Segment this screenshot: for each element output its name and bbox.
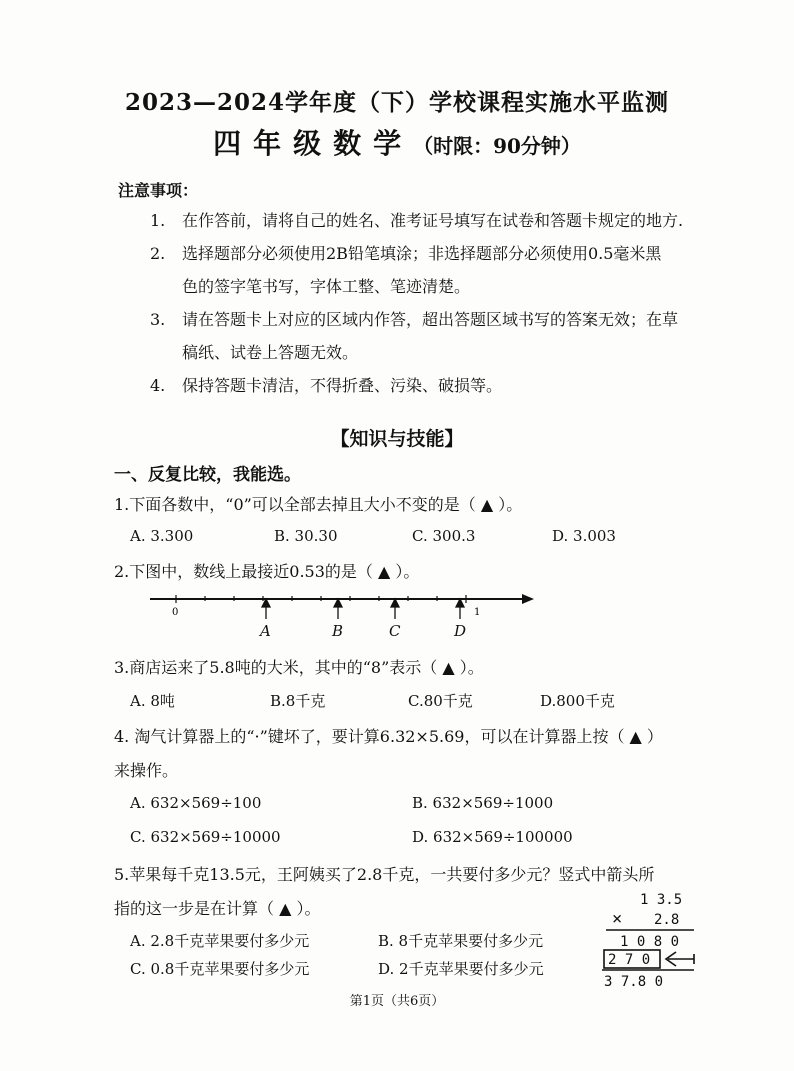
- notice-item-2-cont: 色的签字笔书写，字体工整、笔迹清楚。: [182, 277, 471, 296]
- question-2: 2.下图中，数线上最接近0.53的是（ ▲ ）。: [114, 562, 420, 581]
- tick-zero: 0: [172, 607, 179, 618]
- tick-one: 1: [474, 607, 481, 618]
- q3-option-c: C.80千克: [408, 692, 473, 710]
- q4-option-c: C. 632×569÷10000: [130, 828, 281, 846]
- subject-heading: [0, 122, 794, 162]
- q4-option-a: A. 632×569÷100: [130, 794, 262, 812]
- notice-title: 注意事项：: [118, 181, 199, 200]
- q3-option-b: B.8千克: [270, 692, 326, 710]
- label-a: A: [260, 622, 271, 640]
- question-1: 1.下面各数中，“0”可以全部去掉且大小不变的是（ ▲ ）。: [114, 495, 523, 514]
- notice-item-1: 1. 在作答前，请将自己的姓名、准考证号填写在试卷和答题卡规定的地方.: [150, 211, 684, 230]
- q4-option-b: B. 632×569÷1000: [412, 794, 554, 812]
- notice-item-4: 4. 保持答题卡清洁，不得折叠、污染、破损等。: [150, 376, 503, 395]
- page-footer: 第1页（共6页）: [349, 994, 445, 1009]
- q3-option-d: D.800千克: [540, 692, 615, 710]
- arrow-d-head: [456, 599, 464, 607]
- q1-option-c: C. 300.3: [412, 527, 476, 545]
- subject-name: 四年级数学: [213, 127, 414, 160]
- calc-product: 3 7.8 0: [604, 974, 664, 990]
- question-5: 5.苹果每千克13.5元，王阿姨买了2.8千克，一共要付多少元？竖式中箭头所: [114, 865, 655, 884]
- calc-times-sign: ×: [612, 909, 623, 929]
- label-d: D: [454, 622, 467, 640]
- arrow-b-head: [334, 599, 342, 607]
- left-arrow-icon: [666, 952, 694, 966]
- exam-title: 2023—2024学年度（下）学校课程实施水平监测: [124, 89, 670, 116]
- question-4-cont: 来操作。: [114, 761, 179, 780]
- label-c: C: [389, 622, 401, 640]
- notice-item-3: 3. 请在答题卡上对应的区域内作答，超出答题区域书写的答案无效；在草: [150, 310, 679, 329]
- section-heading: 【知识与技能】: [330, 428, 464, 450]
- calc-multiplier: 2.8: [654, 912, 680, 928]
- q3-option-a: A. 8吨: [130, 692, 175, 710]
- q5-option-b: B. 8千克苹果要付多少元: [378, 932, 544, 950]
- notice-item-3-cont: 稿纸、试卷上答题无效。: [182, 343, 359, 362]
- q1-option-a: A. 3.300: [130, 527, 194, 545]
- part-one-heading: 一、反复比较，我能选。: [114, 465, 301, 485]
- q1-option-b: B. 30.30: [274, 527, 338, 545]
- question-5-cont: 指的这一步是在计算（ ▲ ）。: [114, 899, 321, 918]
- q4-option-d: D. 632×569÷100000: [412, 828, 573, 846]
- number-line: [148, 585, 548, 645]
- calc-multiplicand: 1 3.5: [640, 892, 683, 908]
- calc-partial-2: 2 7 0: [608, 952, 651, 968]
- q5-option-a: A. 2.8千克苹果要付多少元: [130, 932, 310, 950]
- q5-option-c: C. 0.8千克苹果要付多少元: [130, 960, 310, 978]
- notice-item-2: 2. 选择题部分必须使用2B铅笔填涂；非选择题部分必须使用0.5毫米黑: [150, 244, 662, 263]
- q5-option-d: D. 2千克苹果要付多少元: [378, 960, 544, 978]
- time-limit: （时限：90分钟）: [413, 134, 581, 158]
- arrow-c-head: [391, 599, 399, 607]
- calc-partial-1: 1 0 8 0: [620, 934, 680, 950]
- number-line-arrow: [522, 594, 534, 604]
- question-3: 3.商店运来了5.8吨的大米，其中的“8”表示（ ▲ ）。: [114, 658, 484, 677]
- label-b: B: [332, 622, 344, 640]
- q1-option-d: D. 3.003: [552, 527, 616, 545]
- vertical-multiplication: [598, 890, 708, 990]
- question-4: 4. 淘气计算器上的“·”键坏了，要计算6.32×5.69，可以在计算器上按（ ▲ ）: [114, 727, 663, 746]
